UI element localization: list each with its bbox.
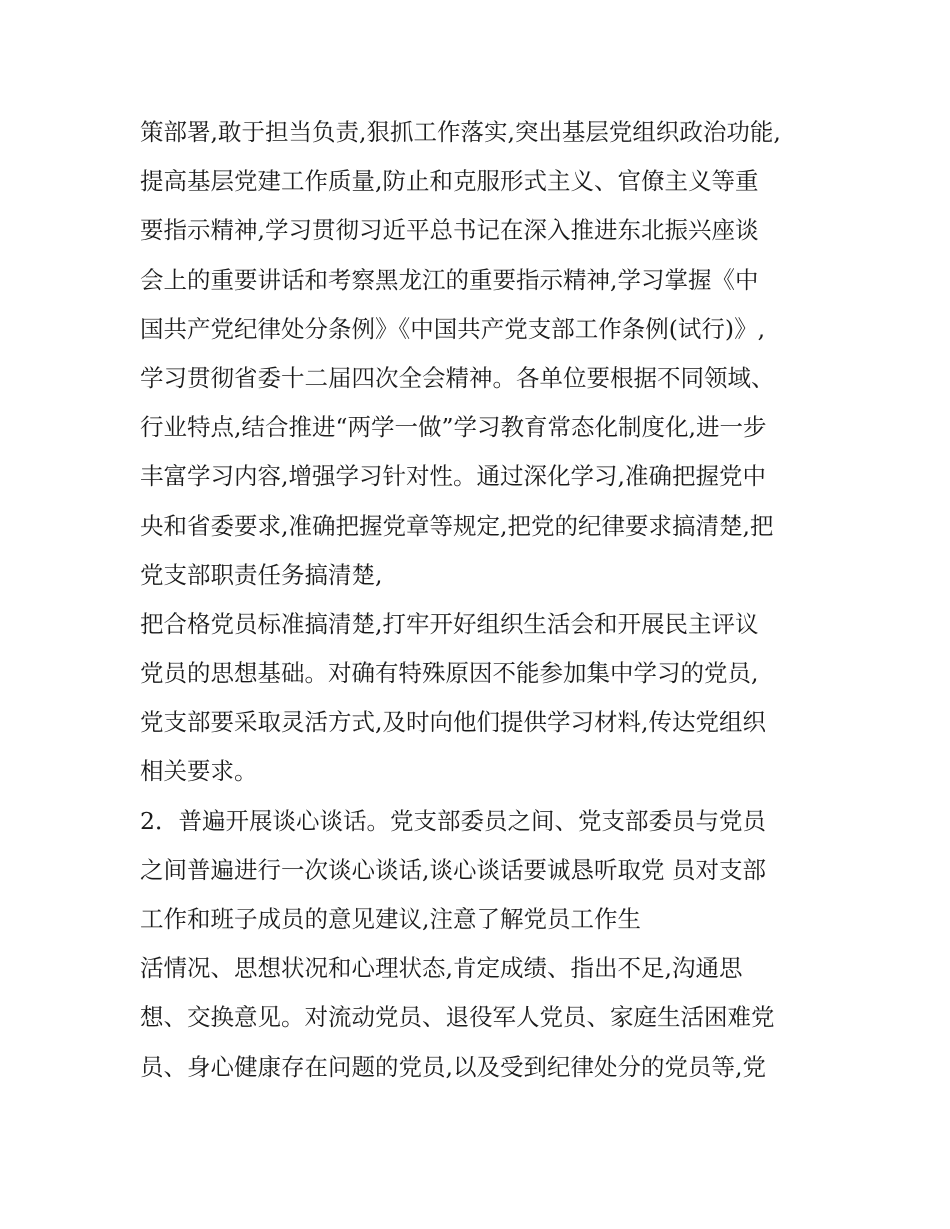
text-line-14: 相关要求。: [140, 757, 258, 786]
text-line-12: 党员的思想基础。对确有特殊原因不能参加集中学习的党员,: [140, 659, 759, 688]
text-line-5: 国共产党纪律处分条例》《中国共产党支部工作条例(试行)》,: [140, 314, 766, 343]
text-line-9: 央和省委要求,准确把握党章等规定,把党的纪律要求搞清楚,把: [140, 511, 774, 540]
text-line-1: 策部署,敢于担当负责,狠抓工作落实,突出基层党组织政治功能,: [140, 118, 781, 146]
text-line-19: 想、交换意见。对流动党员、退役军人党员、家庭生活困难党: [140, 1003, 775, 1032]
text-line-4: 会上的重要讲话和考察黑龙江的重要指示精神,学习掌握《中: [140, 265, 759, 294]
text-line-8: 丰富学习内容,增强学习针对性。通过深化学习,准确把握党中: [140, 462, 766, 491]
text-line-17: 工作和班子成员的意见建议,注意了解党员工作生: [140, 905, 641, 933]
document-body: [140, 108, 830, 1092]
text-line-6: 学习贯彻省委十二届四次全会精神。各单位要根据不同领域、: [140, 363, 775, 392]
text-line-3: 要指示精神,学习贯彻习近平总书记在深入推进东北振兴座谈: [140, 216, 759, 245]
text-line-11: 把合格党员标准搞清楚,打牢开好组织生活会和开展民主评议: [140, 609, 759, 638]
text-line-20: 员、身心健康存在问题的党员,以及受到纪律处分的党员等,党: [140, 1052, 766, 1081]
text-line-10: 党支部职责任务搞清楚,: [140, 560, 383, 589]
text-line-16: 之间普遍进行一次谈心谈话,谈心谈话要诚恳听取党 员对支部: [140, 855, 766, 884]
text-line-13: 党支部要采取灵活方式,及时向他们提供学习材料,传达党组织: [140, 708, 766, 737]
text-line-18: 活情况、思想状况和心理状态,肯定成绩、指出不足,沟通思: [140, 954, 743, 983]
text-line-7: 行业特点,结合推进“两学一做”学习教育常态化制度化,进一步: [140, 413, 767, 442]
text-line-2: 提高基层党建工作质量,防止和克服形式主义、官僚主义等重: [140, 167, 759, 196]
text-line-15: 2．普遍开展谈心谈话。党支部委员之间、党支部委员与党员: [140, 806, 766, 835]
